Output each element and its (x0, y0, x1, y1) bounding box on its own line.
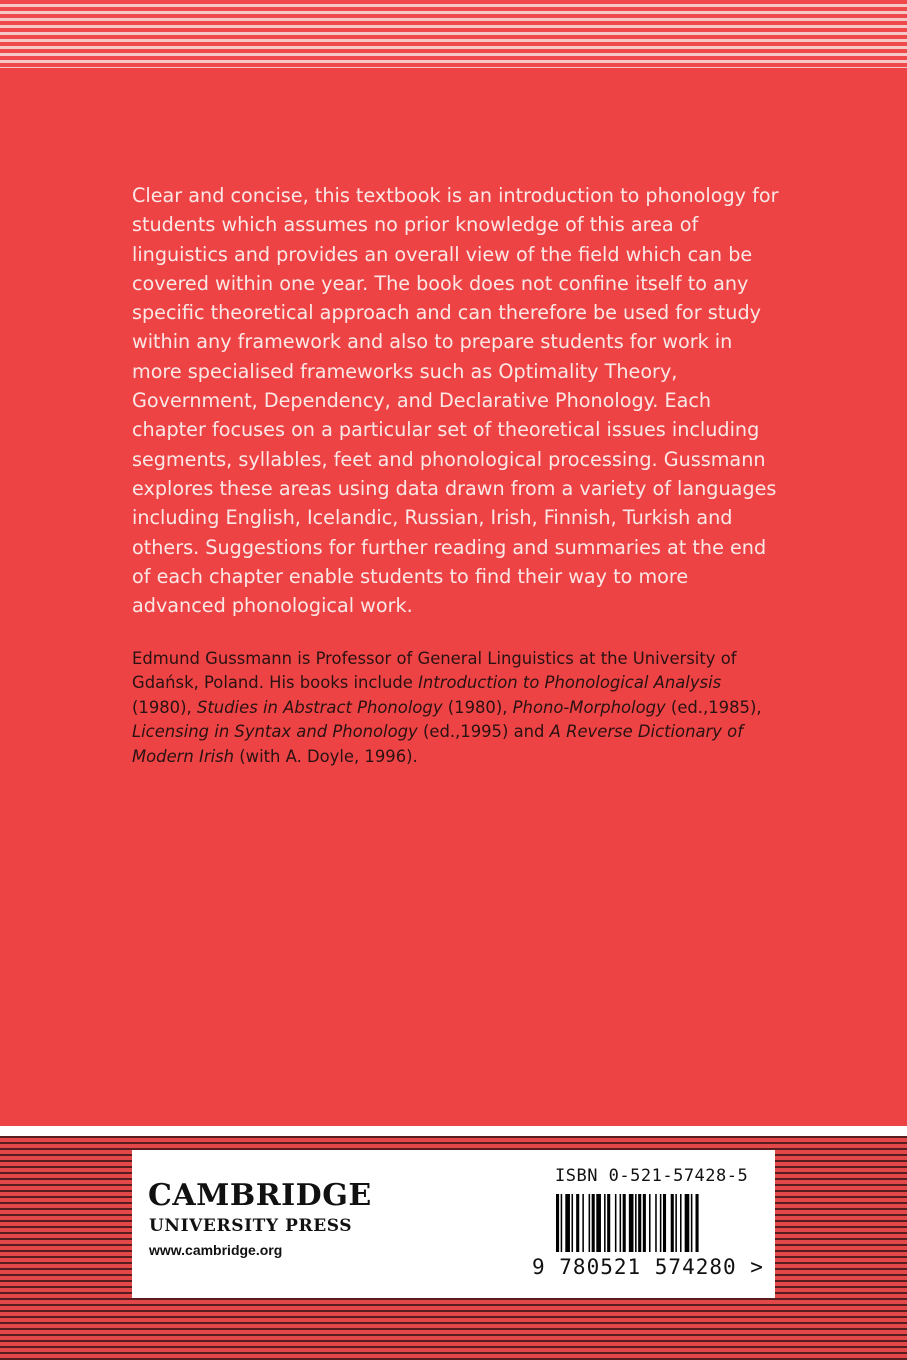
publisher-logo-subtitle: UNIVERSITY PRESS (149, 1216, 353, 1236)
barcode-icon (552, 1194, 752, 1256)
book-title: A Reverse Dictionary of Modern Irish (132, 722, 743, 766)
bio-text: Edmund Gussmann is Professor of General Linguistics at the University of Gdańsk, Poland. His books include (132, 649, 737, 693)
author-bio (132, 647, 782, 769)
isbn-label: ISBN 0-521-57428-5 (555, 1166, 749, 1186)
publisher-logo-name: CAMBRIDGE (148, 1178, 372, 1213)
book-title: Phono-Morphology (512, 697, 666, 717)
book-title: Introduction to Phonological Analysis (418, 673, 722, 693)
book-title: Licensing in Syntax and Phonology (132, 722, 418, 742)
book-blurb: Clear and concise, this textbook is an introduction to phonology for students which assumes no prior knowledge of this area of linguistics and provides an overall view of the field which can be covered within one year. The book does not confine itself to any specific theoretical approach and can therefore be used for study within any framework and also to prepare students for work in more specialised frameworks such as Optimality Theory, Government, Dependency, and Declarative Phonology. Each chapter focuses on a particular set of theoretical issues including segments, syllables, feet and phonological processing. Gussmann explores these areas using data drawn from a variety of languages including English, Icelandic, Russian, Irish, Finnish, Turkish and others. Suggestions for further reading and summaries at the end of each chapter enable students to find their way to more advanced phonological work. (132, 184, 779, 618)
bio-text: (1980), (442, 697, 513, 717)
white-divider (0, 1126, 907, 1136)
top-stripe-band (0, 0, 907, 68)
publisher-url: www.cambridge.org (149, 1242, 283, 1258)
bio-text: (with A. Doyle, 1996). (234, 746, 418, 766)
bio-text: (ed.,1995) and (417, 722, 550, 742)
bio-text: (ed.,1985), (665, 697, 762, 717)
publisher-barcode-box (132, 1150, 775, 1298)
ean-digits: 9 780521 574280 > (532, 1255, 764, 1279)
book-title: Studies in Abstract Phonology (196, 697, 443, 717)
bio-text: (1980), (132, 697, 197, 717)
